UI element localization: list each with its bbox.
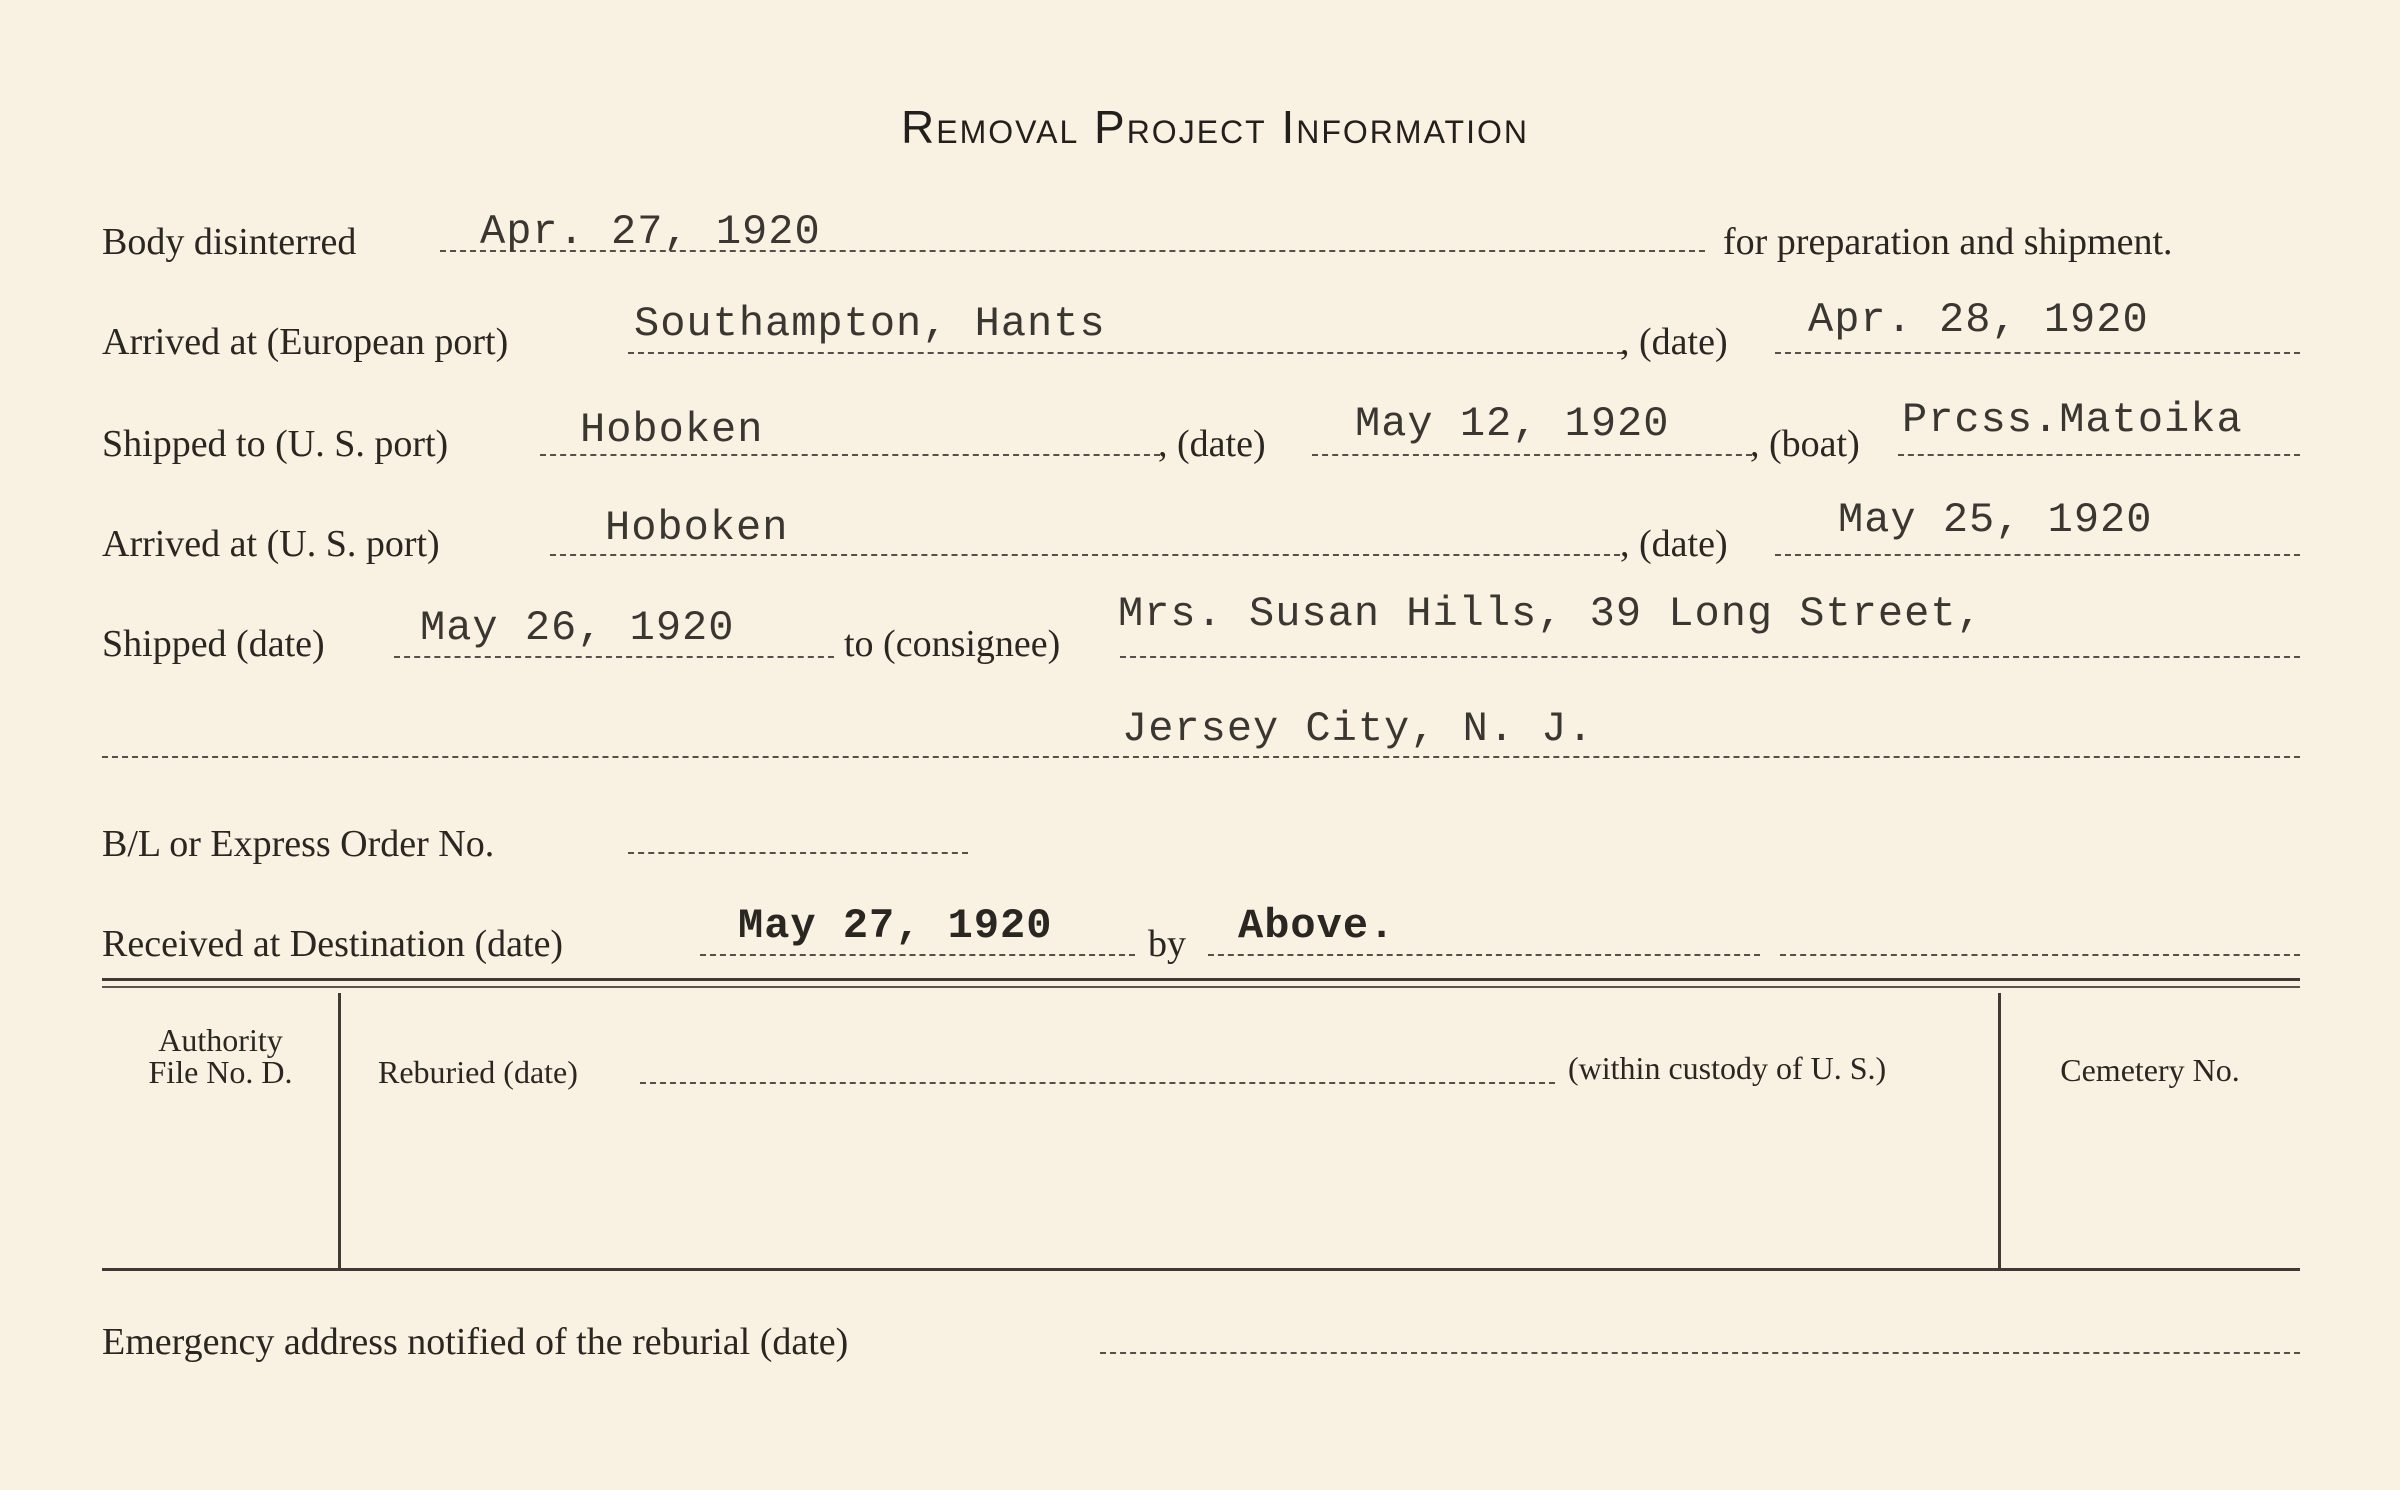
us-arrive-line xyxy=(550,554,1620,556)
us-ship-line xyxy=(540,454,1160,456)
received-line xyxy=(700,954,1135,956)
emergency-line xyxy=(1100,1352,2300,1354)
disinterred-suffix: for preparation and shipment. xyxy=(1723,221,2173,263)
authority-label-2: File No. D. xyxy=(148,1054,293,1090)
shipped-label: Shipped (date) xyxy=(102,623,325,665)
by-value: Above. xyxy=(1238,902,1396,950)
custody-label: (within custody of U. S.) xyxy=(1568,1050,1887,1086)
eu-date-line xyxy=(1775,352,2300,354)
eu-date-value: Apr. 28, 1920 xyxy=(1808,296,2149,344)
by-line-2 xyxy=(1780,954,2300,956)
table-bottom-rule xyxy=(102,1268,2300,1271)
form-title: Removal Project Information xyxy=(901,101,1529,153)
table-divider-right xyxy=(1998,993,2001,1268)
us-ship-date-value: May 12, 1920 xyxy=(1355,400,1670,448)
eu-port-label: Arrived at (European port) xyxy=(102,321,509,363)
consignee-line2-value: Jersey City, N. J. xyxy=(1122,705,1594,753)
consignee-label: to (consignee) xyxy=(844,623,1061,665)
table-divider-left xyxy=(338,993,341,1268)
authority-label-1: Authority xyxy=(158,1022,283,1058)
bl-line xyxy=(628,852,968,854)
consignee-line1-value: Mrs. Susan Hills, 39 Long Street, xyxy=(1118,590,1983,638)
consignee-line-1 xyxy=(1120,656,2300,658)
disinterred-label: Body disinterred xyxy=(102,221,357,263)
shipped-value: May 26, 1920 xyxy=(420,604,735,652)
reburied-label: Reburied (date) xyxy=(378,1054,578,1090)
us-arrive-date-value: May 25, 1920 xyxy=(1838,496,2153,544)
us-ship-value: Hoboken xyxy=(580,406,764,454)
consignee-line-2 xyxy=(102,756,2300,758)
us-arrive-value: Hoboken xyxy=(605,504,789,552)
eu-port-value: Southampton, Hants xyxy=(634,300,1106,348)
us-ship-date-line xyxy=(1312,454,1752,456)
reburied-line xyxy=(640,1082,1555,1084)
by-line-1 xyxy=(1208,954,1760,956)
boat-value: Prcss.Matoika xyxy=(1902,396,2243,444)
eu-date-label: , (date) xyxy=(1620,321,1728,363)
emergency-label: Emergency address notified of the reburial (date) xyxy=(102,1321,849,1363)
disinterred-date-value: Apr. 27, 1920 xyxy=(480,208,821,256)
boat-label: , (boat) xyxy=(1750,423,1860,465)
table-top-rule-2 xyxy=(102,986,2300,988)
us-arrive-label: Arrived at (U. S. port) xyxy=(102,523,440,565)
table-top-rule-1 xyxy=(102,978,2300,981)
us-arrive-date-line xyxy=(1775,554,2300,556)
by-label: by xyxy=(1148,923,1186,965)
boat-line xyxy=(1898,454,2300,456)
shipped-line xyxy=(394,656,834,658)
received-label: Received at Destination (date) xyxy=(102,923,564,965)
eu-port-line xyxy=(628,352,1623,354)
received-value: May 27, 1920 xyxy=(738,902,1053,950)
bl-label: B/L or Express Order No. xyxy=(102,823,495,865)
us-ship-date-label: , (date) xyxy=(1158,423,1266,465)
us-ship-label: Shipped to (U. S. port) xyxy=(102,423,449,465)
us-arrive-date-label: , (date) xyxy=(1620,523,1728,565)
cemetery-label: Cemetery No. xyxy=(2060,1052,2240,1088)
